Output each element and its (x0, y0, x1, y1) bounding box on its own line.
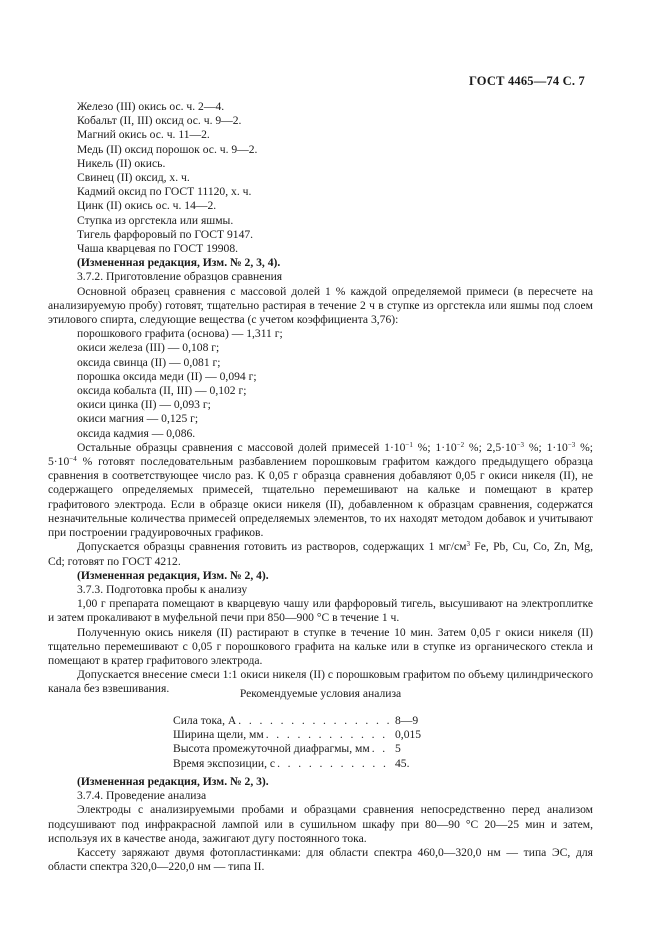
section-heading-3-7-3: 3.7.3. Подготовка пробы к анализу (77, 582, 248, 596)
paragraph: Допускается образцы сравнения готовить из растворов, содержащих 1 $мг/см^3$ Fe, Pb, Cu, Co, Zn, Mg, Cd; готовят по ГОСТ 4212. (48, 540, 593, 568)
paragraph: Основной образец сравнения с массовой долей 1 % каждой определяемой примеси (в пересчете на анализируемую пробу) готовят, тщательно растирая в течение 2 ч в ступке из оргстекла или яшмы под слоем этилового спирта, следующие вещества (с учетом коэффициента 3,76): (48, 284, 593, 327)
section-heading-3-7-2: 3.7.2. Приготовление образцов сравнения (77, 270, 283, 284)
condition-row: Время экспозиции, с . . . 45. (173, 757, 435, 771)
conditions-title: Рекомендуемые условия анализа (239, 687, 402, 700)
component-item: окиси железа (III) — 0,108 г; (77, 341, 220, 355)
reagent-item: Ступка из оргстекла или яшмы. (77, 213, 234, 227)
reagent-list (48, 100, 593, 256)
edit-note: (Измененная редакция, Изм. № 2, 3). (77, 775, 269, 788)
component-item: оксида кобальта (II, III) — 0,102 г; (77, 384, 247, 398)
component-item: окиси магния — 0,125 г; (77, 412, 199, 426)
reagent-item: Магний окись ос. ч. 11—2. (77, 128, 210, 142)
reagent-item: Никель (II) окись. (77, 156, 166, 170)
paragraph: 1,00 г препарата помещают в кварцевую чашу или фарфоровый тигель, высушивают на электроплитке и затем прокаливают в муфельной печи при 850—900 °С в течение 1 ч. (48, 597, 593, 625)
reagent-item: Чаша кварцевая по ГОСТ 19908. (77, 242, 239, 256)
component-item: порошка оксида меди (II) — 0,094 г; (77, 369, 257, 383)
conditions-block (48, 687, 593, 701)
page-header: ГОСТ 4465—74 С. 7 (468, 74, 585, 88)
reagent-item: Кадмий оксид по ГОСТ 11120, х. ч. (77, 185, 252, 199)
condition-row: Высота промежуточной диафрагмы, мм . . . 5 (173, 742, 435, 756)
edit-note: (Измененная редакция, Изм. № 2, 4). (77, 568, 269, 582)
paragraph: Электроды с анализируемыми пробами и образцами сравнения непосредственно перед анализом подсушивают под инфракрасной лампой или в сушильном шкафу при 80—90 °С 20—25 мин и затем, используя их в качестве анода, зажигают дугу постоянного тока. (48, 803, 593, 845)
section-heading-3-7-4: 3.7.4. Проведение анализа (77, 789, 207, 803)
component-item: порошкового графита (основа) — 1,311 г; (77, 327, 283, 341)
reagent-item: Железо (III) окись ос. ч. 2—4. (77, 100, 225, 113)
reagent-item: Тигель фарфоровый по ГОСТ 9147. (77, 227, 254, 241)
condition-row: Ширина щели, мм . . . 0,015 (173, 728, 435, 742)
component-item: оксида свинца (II) — 0,081 г; (77, 355, 221, 369)
reagent-item: Цинк (II) окись ос. ч. 14—2. (77, 199, 217, 213)
paragraph: Полученную окись никеля (II) растирают в ступке в течение 10 мин. Затем 0,05 г окиси никеля (II) тщательно перемешивают с 0,05 г порошкового графита на кальке или в ступке из органического стекла и помещают в кратер графитового электрода. (48, 625, 593, 667)
reagent-item: Кобальт (II, III) оксид ос. ч. 9—2. (77, 114, 242, 128)
paragraph: Кассету заряжают двумя фотопластинками: для области спектра 460,0—320,0 нм — типа ЭС, для области спектра 320,0—220,0 нм — типа II. (48, 846, 593, 874)
conditions-table (48, 714, 593, 771)
analysis-block (48, 775, 593, 874)
component-item: оксида кадмия — 0,086. (77, 426, 196, 440)
reagent-item: Свинец (II) оксид, х. ч. (77, 171, 190, 185)
condition-row: Сила тока, А . . . 8—9 (173, 714, 435, 728)
paragraph: Остальные образцы сравнения с массовой долей примесей $1\cdot 10^{-1}$ %; $1\cdot 10^{-2}$ %; $2,5\cdot 10^{-3}$ %; $1\cdot 10^{-3}$ %; $5\cdot 10^{-4}$ % готовят последовательным разбавлением порошковым графитом каждого предыдущего образца сравнения в соответствующее число раз. К 0,05 г образца сравнения добавляют 0,05 г окиси никеля (II), не содержащего определяемых примесей, тщательно перемешивают на кальке и помещают в кратер графитового электрода. Если в образце окиси никеля (II), добавленном к образцам сравнения, содержатся незначительные количества примесей определяемых элементов, то их находят методом добавок и учитывают при построении градуировочных графиков. (48, 440, 593, 540)
main-text-block (48, 100, 593, 697)
component-item: окиси цинка (II) — 0,093 г; (77, 398, 211, 412)
edit-note: (Измененная редакция, Изм. № 2, 3, 4). (77, 256, 281, 270)
reagent-item: Медь (II) оксид порошок ос. ч. 9—2. (77, 142, 258, 156)
paragraph: Допускается внесение смеси 1:1 окиси никеля (II) с порошковым графитом по объему цилиндрического канала без взвешивания. (48, 668, 593, 696)
component-list (48, 327, 593, 441)
